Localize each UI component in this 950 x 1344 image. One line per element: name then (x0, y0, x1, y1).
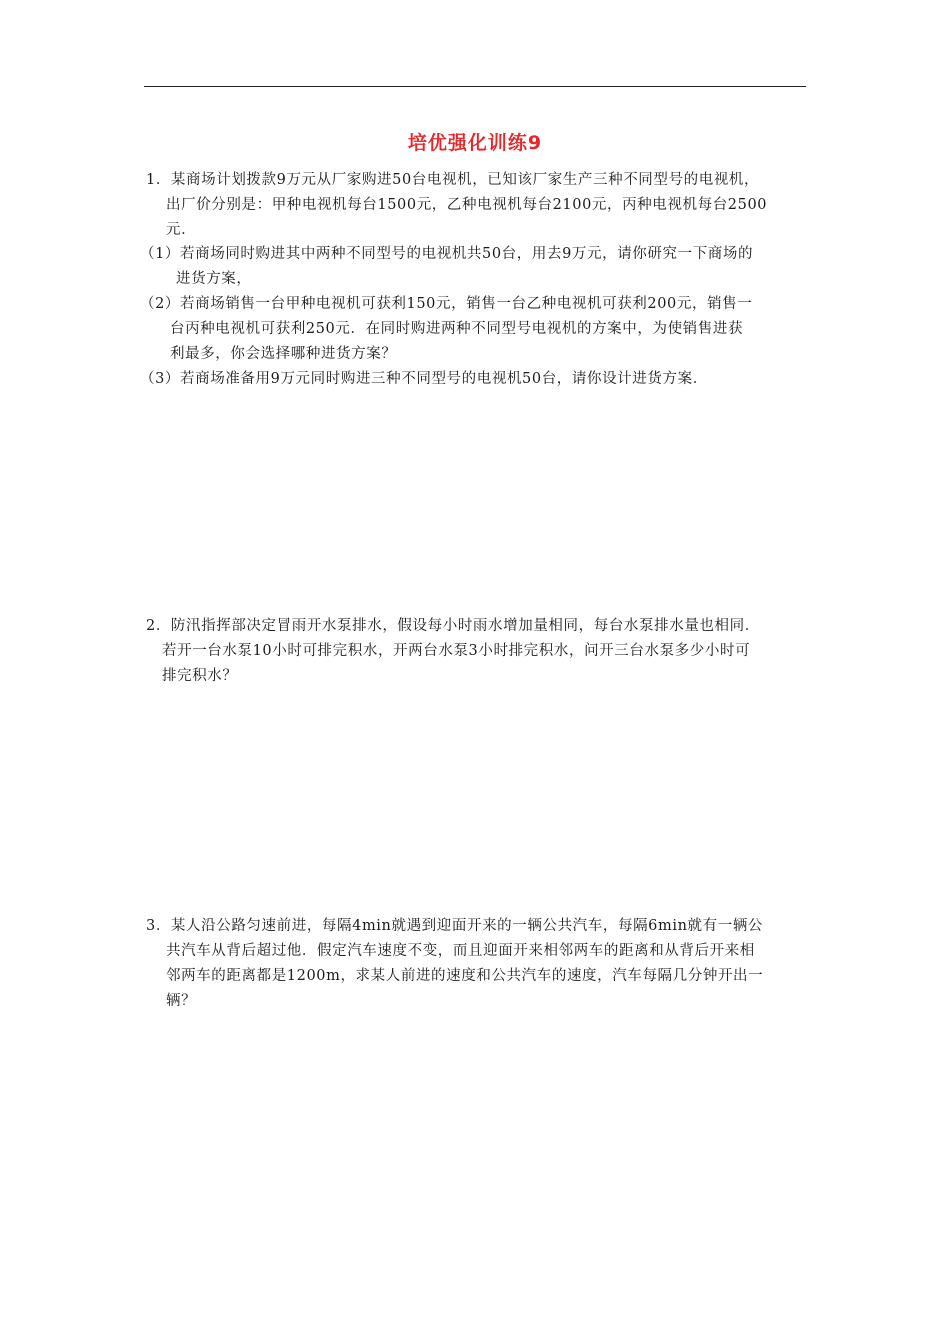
question-1-line-2: 出厂价分别是：甲种电视机每台1500元，乙种电视机每台2100元，丙种电视机每台2500 (166, 197, 768, 213)
question-2-line-3: 排完积水？ (162, 668, 238, 684)
question-1-part-2 (140, 292, 810, 367)
header-rule (144, 86, 806, 87)
part-2-line-3: 利最多，你会选择哪种进货方案？ (170, 346, 397, 362)
question-1-part-3 (140, 367, 810, 392)
question-3-line-2: 共汽车从背后超过他．假定汽车速度不变，而且迎面开来相邻两车的距离和从背后开来相 (166, 943, 755, 959)
question-3-line-4: 辆？ (166, 993, 197, 1009)
part-1-line-1: （1）若商场同时购进其中两种不同型号的电视机共50台，用去9万元，请你研究一下商场的 (140, 246, 754, 262)
question-2-line-1: 2．防汛指挥部决定冒雨开水泵排水，假设每小时雨水增加量相同，每台水泵排水量也相同． (146, 618, 760, 634)
question-2-line-2: 若开一台水泵10小时可排完积水，开两台水泵3小时排完积水，问开三台水泵多少小时可 (162, 643, 751, 659)
part-3-line-1: （3）若商场准备用9万元同时购进三种不同型号的电视机50台，请你设计进货方案． (140, 371, 708, 387)
question-1 (146, 168, 810, 243)
question-3-line-3: 邻两车的距离都是1200m，求某人前进的速度和公共汽车的速度，汽车每隔几分钟开出一 (166, 968, 764, 984)
question-1-line-1: 1．某商场计划拨款9万元从厂家购进50台电视机，已知该厂家生产三种不同型号的电视机， (146, 172, 760, 188)
question-1-part-1 (140, 242, 810, 292)
question-1-line-3: 元． (166, 222, 197, 238)
question-3-line-1: 3．某人沿公路匀速前进，每隔4min就遇到迎面开来的一辆公共汽车，每隔6min就有一辆公 (146, 918, 764, 934)
part-1-line-2: 进货方案， (176, 271, 252, 287)
page-title: 培优强化训练9 (407, 132, 543, 154)
part-2-line-1: （2）若商场销售一台甲种电视机可获利150元，销售一台乙种电视机可获利200元，销售一 (140, 296, 753, 312)
part-2-line-2: 台丙种电视机可获利250元．在同时购进两种不同型号电视机的方案中，为使销售进获 (170, 321, 744, 337)
question-2 (146, 614, 810, 689)
question-3 (146, 914, 810, 1014)
